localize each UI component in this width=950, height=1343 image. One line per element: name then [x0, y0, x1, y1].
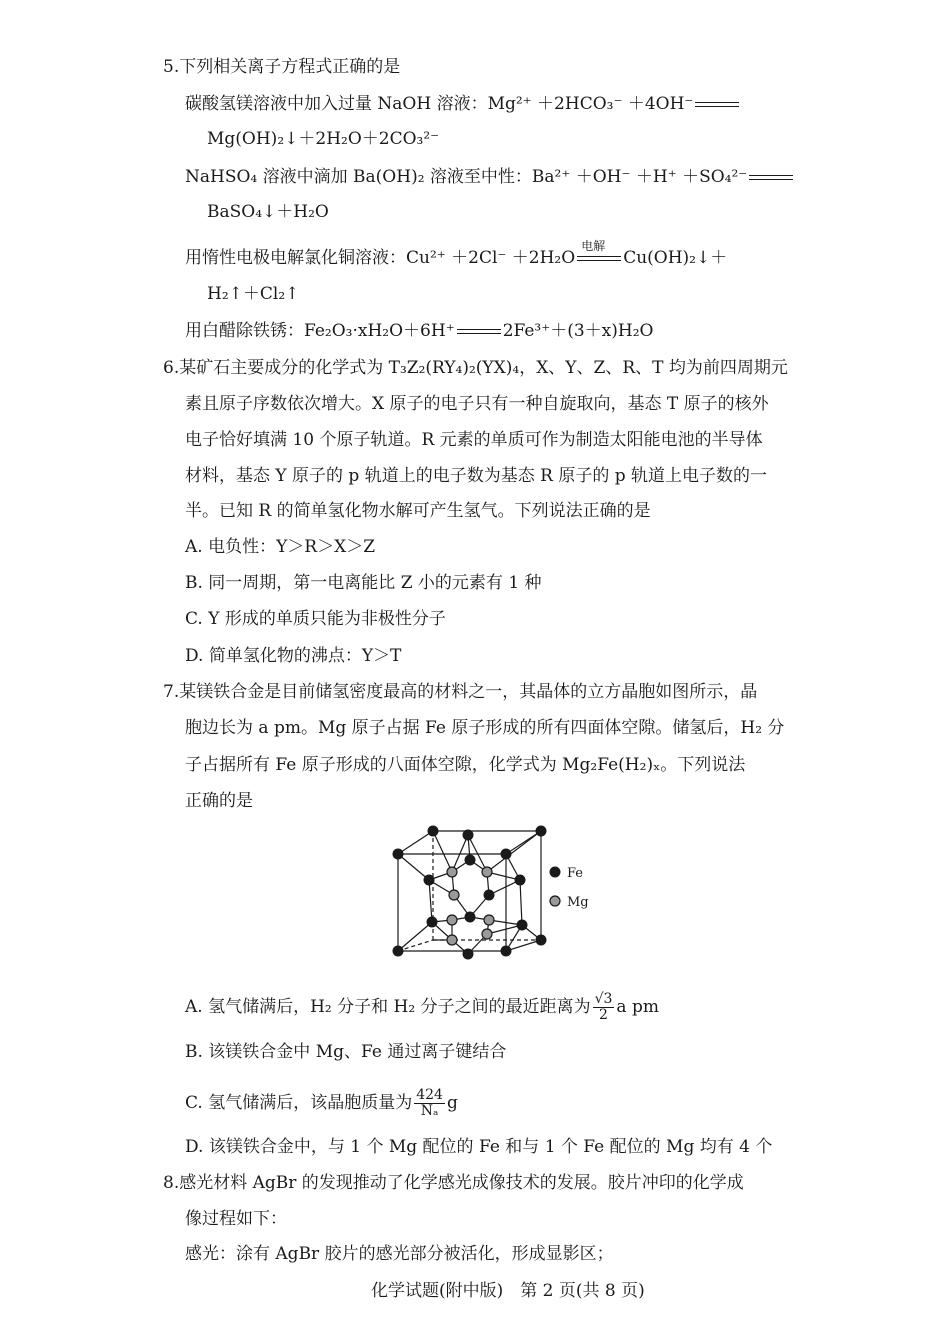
q5-option-a-cont: Mg(OH)₂↓＋2H₂O＋2CO₃²⁻	[207, 129, 440, 149]
fe-atom	[427, 917, 438, 928]
fe-atom	[393, 849, 404, 860]
mg-legend-label: Mg	[567, 895, 589, 910]
q7-option-d: D. 该镁铁合金中，与 1 个 Mg 配位的 Fe 和与 1 个 Fe 配位的 Mg 均有 4 个	[185, 1137, 773, 1157]
fe-atom	[536, 935, 547, 946]
q5-option-b-cont: BaSO₄↓＋H₂O	[207, 202, 329, 222]
crystal-unit-cell-figure	[388, 822, 618, 962]
q5-stem: 5.下列相关离子方程式正确的是	[163, 57, 401, 77]
fe-atom	[517, 920, 528, 931]
fe-atom	[515, 875, 526, 886]
fe-atom	[536, 826, 547, 837]
q7-option-b: B. 该镁铁合金中 Mg、Fe 通过离子键结合	[185, 1042, 507, 1062]
q6-stem-line-1: 6.某矿石主要成分的化学式为 T₃Z₂(RY₄)₂(YX)₄，X、Y、Z、R、T 均为前四周期元	[163, 358, 788, 378]
fe-atom	[393, 946, 404, 957]
cell-edges	[398, 831, 541, 954]
q5-option-b: NaHSO₄ 溶液中滴加 Ba(OH)₂ 溶液至中性：Ba²⁺ ＋OH⁻ ＋H⁺ ＋SO₄²⁻	[185, 166, 795, 188]
fe-atom	[463, 949, 474, 960]
q8-stem-line-3: 感光：涂有 AgBr 胶片的感光部分被活化，形成显影区；	[185, 1244, 614, 1264]
fe-atom	[424, 875, 435, 886]
fraction-sqrt3-over-2: $\frac{√3}{2}$	[594, 991, 613, 1023]
mg-atom	[482, 929, 492, 939]
q7-stem-line-1: 7.某镁铁合金是目前储氢密度最高的材料之一，其晶体的立方晶胞如图所示，晶	[163, 682, 758, 702]
q7-stem-line-4: 正确的是	[185, 791, 253, 811]
mg-atom	[447, 867, 457, 877]
mg-atom	[447, 935, 457, 945]
q8-stem-line-2: 像过程如下：	[185, 1209, 287, 1229]
q5-option-a: 碳酸氢镁溶液中加入过量 NaOH 溶液：Mg²⁺ ＋2HCO₃⁻ ＋4OH⁻	[185, 93, 741, 115]
q6-option-d: D. 简单氢化物的沸点：Y＞T	[185, 646, 402, 666]
equals-sign	[749, 166, 793, 188]
q5-option-d: 用白醋除铁锈：Fe₂O₃·xH₂O＋6H⁺ 2Fe³⁺＋(3＋x)H₂O	[185, 321, 654, 341]
fe-atom	[428, 826, 439, 837]
q6-option-c: C. Y 形成的单质只能为非极性分子	[185, 609, 446, 629]
q6-option-b: B. 同一周期，第一电离能比 Z 小的元素有 1 种	[185, 573, 542, 593]
electrolysis-equals-sign: 电解	[577, 247, 621, 269]
q6-stem-line-5: 半。已知 R 的简单氢化物水解可产生氢气。下列说法正确的是	[185, 501, 651, 521]
q5-option-c-cont: H₂↑＋Cl₂↑	[207, 284, 300, 304]
fraction-424-over-na: $\frac{424}{\text{Nₐ}}$	[416, 1087, 443, 1119]
q7-option-c: C. 氢气储满后，该晶胞质量为 $\frac{424}{\text{Nₐ}}$ g	[185, 1087, 458, 1119]
equals-sign	[457, 320, 501, 342]
q7-stem-line-3: 子占据所有 Fe 原子形成的八面体空隙，化学式为 Mg₂Fe(H₂)ₓ。下列说法	[185, 755, 746, 775]
fe-atom	[463, 830, 474, 841]
fe-atom	[501, 946, 512, 957]
fe-atom	[484, 890, 495, 901]
page-footer: 化学试题(附中版) 第 2 页(共 8 页)	[371, 1281, 645, 1301]
fe-atom	[465, 855, 476, 866]
q6-stem-line-3: 电子恰好填满 10 个原子轨道。R 元素的单质可作为制造太阳能电池的半导体	[185, 430, 763, 450]
q6-stem-line-4: 材料，基态 Y 原子的 p 轨道上的电子数为基态 R 原子的 p 轨道上电子数的一	[185, 466, 768, 486]
fe-legend-marker	[550, 867, 561, 878]
q6-option-a: A. 电负性：Y＞R＞X＞Z	[185, 537, 376, 557]
q7-option-a: A. 氢气储满后，H₂ 分子和 H₂ 分子之间的最近距离为 $\frac{√3}{2}$ a pm	[185, 991, 659, 1023]
q6-stem-line-2: 素且原子序数依次增大。X 原子的电子只有一种自旋取向，基态 T 原子的核外	[185, 394, 769, 414]
mg-atoms	[447, 867, 494, 945]
fe-atom	[465, 912, 476, 923]
legend	[550, 866, 589, 910]
mg-atom	[449, 890, 459, 900]
q8-stem-line-1: 8.感光材料 AgBr 的发现推动了化学感光成像技术的发展。胶片冲印的化学成	[163, 1173, 744, 1193]
mg-atom	[482, 867, 492, 877]
fe-atom	[501, 849, 512, 860]
mg-atom	[447, 915, 457, 925]
fe-legend-label: Fe	[567, 866, 584, 881]
q7-stem-line-2: 胞边长为 a pm。Mg 原子占据 Fe 原子形成的所有四面体空隙。储氢后，H₂ 分	[185, 718, 785, 738]
q5-option-c: 用惰性电极电解氯化铜溶液：Cu²⁺ ＋2Cl⁻ ＋2H₂O 电解 Cu(OH)₂↓＋	[185, 239, 728, 268]
mg-legend-marker	[550, 896, 560, 906]
equals-sign	[695, 93, 739, 115]
mg-atom	[484, 915, 494, 925]
